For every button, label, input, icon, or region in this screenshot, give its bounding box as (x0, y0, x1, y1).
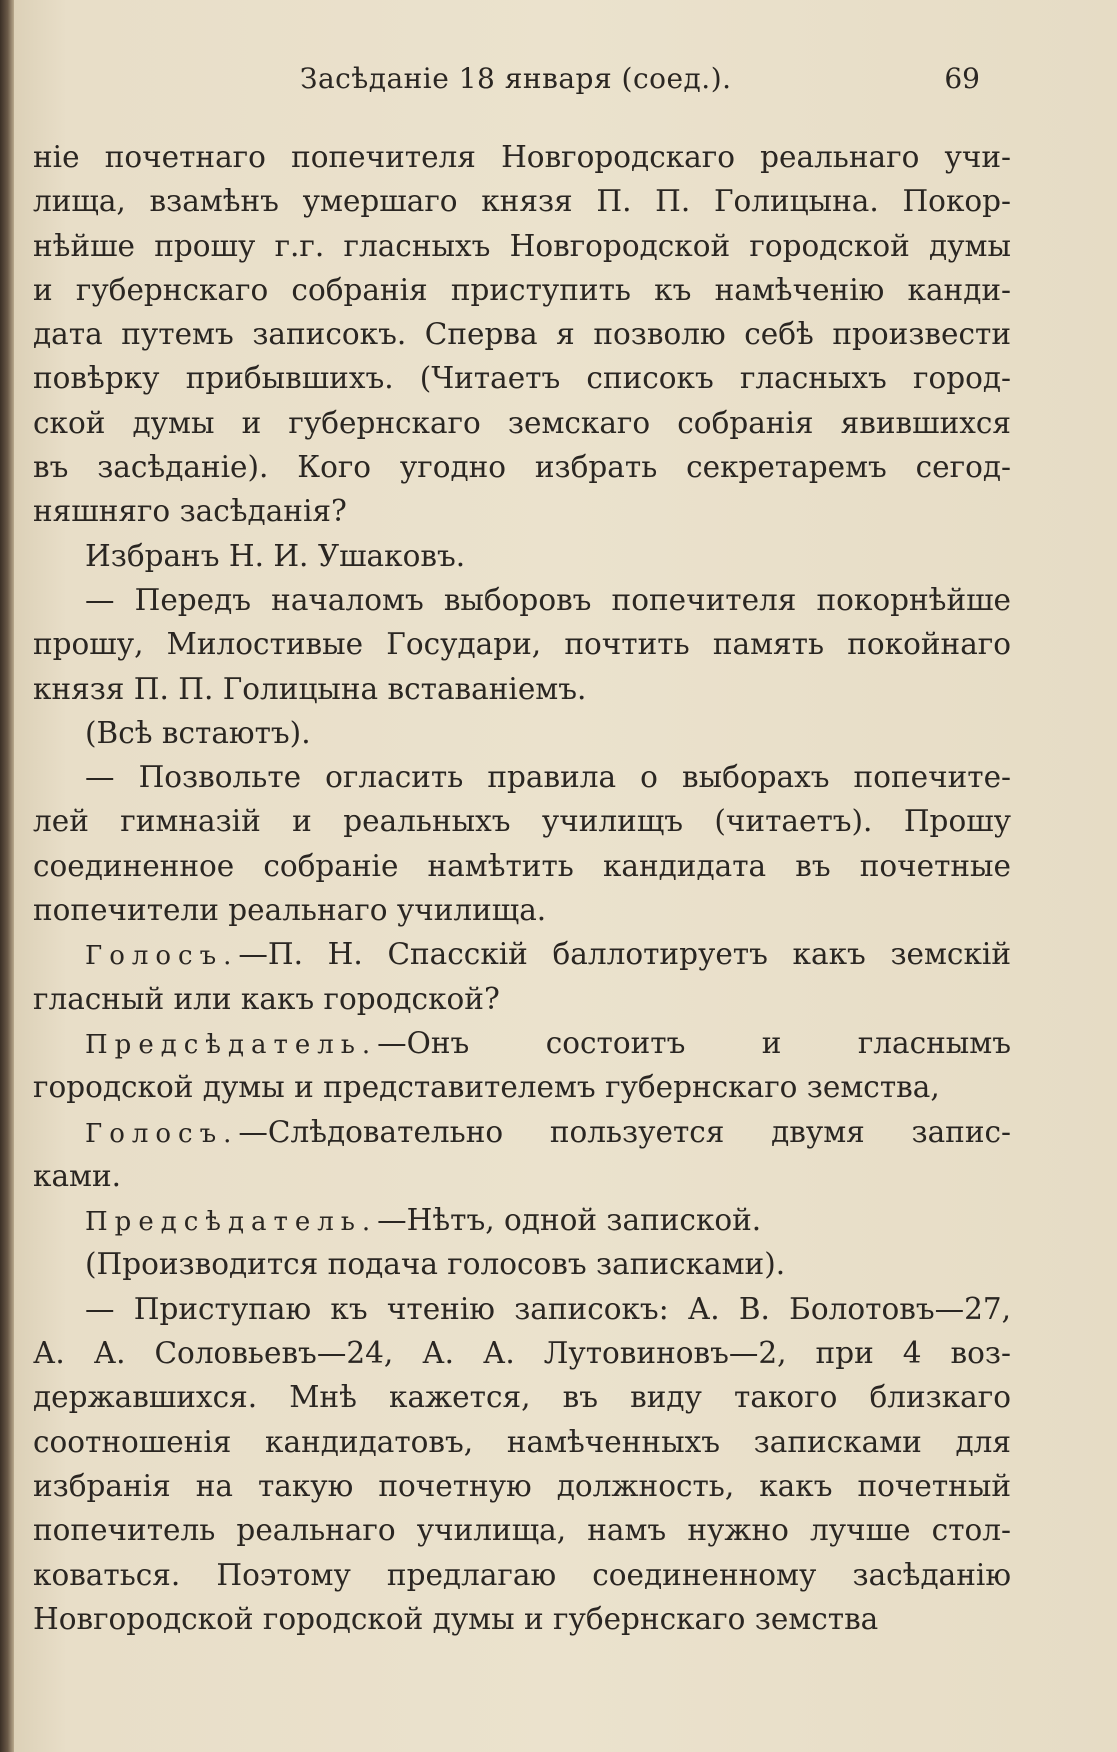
line-text: — Приступаю къ чтенію записокъ: А. В. Болотовъ—27, (85, 1291, 1011, 1326)
speaker-label: Голосъ. (85, 941, 239, 972)
text-line (33, 445, 1011, 489)
line-text: лища, взамѣнъ умершаго князя П. П. Голицына. Покор- (33, 184, 1011, 219)
text-line (33, 268, 1011, 312)
text-line (33, 401, 1011, 445)
text-line (33, 888, 1011, 932)
text-line (33, 1508, 1011, 1552)
line-text: —Онъ состоитъ и гласнымъ (377, 1025, 1011, 1060)
line-text: няшняго засѣданія? (33, 494, 347, 529)
text-line (33, 135, 1011, 179)
running-head (300, 62, 980, 102)
text-line (33, 1553, 1011, 1597)
text-line (33, 224, 1011, 268)
text-line (33, 578, 1011, 622)
page-number: 69 (944, 62, 980, 95)
text-line (33, 489, 1011, 533)
line-text: Новгородской городской думы и губернскаго земства (33, 1601, 879, 1636)
text-line (33, 799, 1011, 843)
line-text: въ засѣданіе). Кого угодно избрать секретаремъ сегод- (33, 450, 1011, 485)
line-text: —Слѣдовательно пользуется двумя запис- (238, 1114, 1011, 1149)
text-line (33, 1154, 1011, 1198)
text-line (33, 1065, 1011, 1109)
text-line (33, 1287, 1011, 1331)
text-line (33, 1021, 1011, 1065)
text-line (33, 977, 1011, 1021)
text-line (33, 1110, 1011, 1154)
line-text: гласный или какъ городской? (33, 981, 500, 1016)
line-text: и губернскаго собранія приступить къ намѣченію канди- (33, 272, 1011, 307)
line-text: повѣрку прибывшихъ. (Читаетъ списокъ гласныхъ город- (33, 361, 1011, 396)
text-line (33, 1597, 1011, 1641)
text-line (33, 312, 1011, 356)
text-line (33, 534, 1011, 578)
text-line (33, 755, 1011, 799)
line-text: нѣйше прошу г.г. гласныхъ Новгородской городской думы (33, 228, 1011, 263)
line-text: городской думы и представителемъ губернскаго земства, (33, 1070, 940, 1105)
line-text: соотношенія кандидатовъ, намѣченныхъ записками для (33, 1424, 1011, 1459)
line-text: прошу, Милостивые Государи, почтить память покойнаго (33, 627, 1011, 662)
line-text: попечители реальнаго училища. (33, 893, 547, 928)
line-text: лей гимназій и реальныхъ училищъ (читаетъ). Прошу (33, 804, 1011, 839)
text-line (33, 844, 1011, 888)
text-line (33, 932, 1011, 976)
line-text: попечитель реальнаго училища, намъ нужно лучше стол- (33, 1513, 1011, 1548)
text-line (33, 1331, 1011, 1375)
line-text: А. А. Соловьевъ—24, А. А. Лутовиновъ—2, при 4 воз- (33, 1336, 1011, 1371)
text-line (33, 1375, 1011, 1419)
book-spine-edge (0, 0, 14, 1752)
line-text: (Производится подача голосовъ записками). (85, 1247, 786, 1282)
text-line (33, 711, 1011, 755)
body-text (33, 135, 1011, 1641)
text-line (33, 179, 1011, 223)
line-text: ками. (33, 1158, 122, 1193)
line-text: —П. Н. Спасскій баллотируетъ какъ земскій (238, 937, 1011, 972)
text-line (33, 1198, 1011, 1242)
text-line (33, 667, 1011, 711)
line-text: ніе почетнаго попечителя Новгородскаго реальнаго учи- (33, 140, 1011, 174)
running-head-title: Засѣданіе 18 января (соед.). (300, 62, 732, 95)
line-text: —Нѣтъ, одной запиской. (377, 1203, 762, 1238)
line-text: — Позвольте огласить правила о выборахъ попечите- (85, 760, 1011, 795)
text-line (33, 1242, 1011, 1286)
text-line (33, 356, 1011, 400)
line-text: державшихся. Мнѣ кажется, въ виду такого близкаго (33, 1380, 1011, 1415)
text-line (33, 1420, 1011, 1464)
speaker-label: Предсѣдатель. (85, 1029, 378, 1060)
line-text: соединенное собраніе намѣтить кандидата въ почетные (33, 848, 1011, 883)
line-text: князя П. П. Голицына вставаніемъ. (33, 671, 587, 706)
line-text: ской думы и губернскаго земскаго собранія явившихся (33, 405, 1011, 440)
line-text: Избранъ Н. И. Ушаковъ. (85, 538, 466, 573)
line-text: избранія на такую почетную должность, какъ почетный (33, 1468, 1011, 1503)
line-text: (Всѣ встаютъ). (85, 715, 311, 750)
line-text: — Передъ началомъ выборовъ попечителя покорнѣйше (85, 582, 1011, 617)
line-text: коваться. Поэтому предлагаю соединенному засѣданію (33, 1557, 1011, 1592)
speaker-label: Голосъ. (85, 1118, 239, 1149)
line-text: дата путемъ записокъ. Сперва я позволю себѣ произвести (33, 317, 1011, 352)
speaker-label: Предсѣдатель. (85, 1207, 378, 1238)
text-line (33, 622, 1011, 666)
text-line (33, 1464, 1011, 1508)
